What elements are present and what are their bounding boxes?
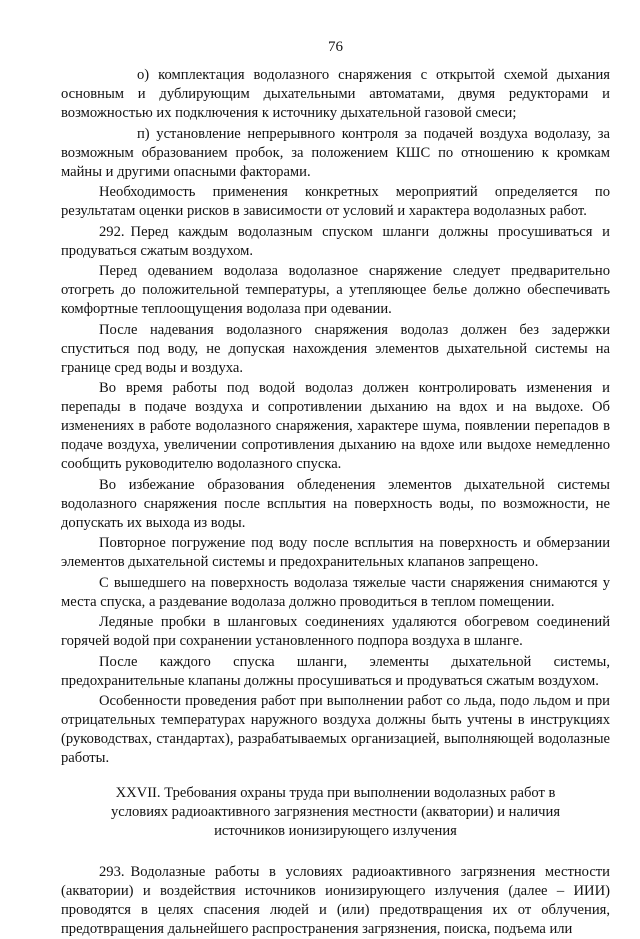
list-item-o <box>61 66 610 123</box>
paragraph: Повторное погружение под воду после всплытия на поверхность и обмерзании элементов дыхательной системы и предохранительных клапанов запрещено. <box>61 535 610 570</box>
clause-text: Перед каждым водолазным спуском шланги должны просушиваться и продуваться сжатым воздухом. <box>61 223 610 259</box>
list-item-text: комплектация водолазного снаряжения с открытой схемой дыхания основным и дублирующим дыхательными автоматами, двумя редукторами и возможностью их подключения к источнику дыхательной газовой смеси; <box>61 67 610 121</box>
paragraph: Особенности проведения работ при выполнении работ со льда, подо льдом и при отрицательных температурах наружного воздуха должны быть учтены в инструкциях (руководствах, стандартах), разрабатываемых организацией, выполняющей водолазные работы. <box>61 693 610 766</box>
list-item-marker: о) <box>137 67 150 83</box>
paragraph: С вышедшего на поверхность водолаза тяжелые части снаряжения снимаются у места спуска, а раздевание водолаза должно проводиться в теплом помещении. <box>61 574 610 610</box>
paragraph: После каждого спуска шланги, элементы дыхательной системы, предохранительные клапаны должны просушиваться и продуваться сжатым воздухом. <box>61 653 610 689</box>
paragraph-necessity: Необходимость применения конкретных мероприятий определяется по результатам оценки рисков в зависимости от условий и характера водолазных работ. <box>61 184 610 219</box>
section-heading-line: источников ионизирующего излучения <box>214 823 457 839</box>
clause-text: Водолазные работы в условиях радиоактивного загрязнения местности (акватории) и воздействия источников ионизирующего излучения (далее – ИИИ) проводятся в целях спасения людей и (или) предотвращения их от облучения, предотвращения дальнейшего распространения загрязнения, поиска, подъема или <box>61 864 610 937</box>
section-heading-line: условиях радиоактивного загрязнения местности (акватории) и наличия <box>110 804 561 820</box>
list-item-p <box>61 125 610 182</box>
list-item-text: установление непрерывного контроля за подачей воздуха водолазу, за возможным образованием пробок, за положением КШС по отношению к кромкам майны и другими опасными факторами. <box>61 125 611 180</box>
section-heading <box>69 784 602 841</box>
paragraph: Перед одеванием водолаза водолазное снаряжение следует предварительно отогреть до положительной температуры, а утепляющее белье должно обеспечивать комфортные теплоощущения водолаза при одевании. <box>61 263 610 317</box>
paragraph: Ледяные пробки в шланговых соединениях удаляются обогревом соединений горячей водой при сохранении установленного подпора воздуха в шланге. <box>61 614 610 649</box>
page-number: 76 <box>328 39 343 55</box>
section-heading-line: XXVII. Требования охраны труда при выполнении водолазных работ в <box>115 785 556 801</box>
clause-292 <box>61 223 610 261</box>
paragraph: После надевания водолазного снаряжения водолаз должен без задержки спуститься под воду, не допуская нахождения элементов дыхательной системы на границе сред воды и воздуха. <box>61 321 610 376</box>
paragraph: Во избежание образования обледенения элементов дыхательной системы водолазного снаряжения после всплытия на поверхность воды, по возможности, не допускать их выхода из воды. <box>61 476 610 531</box>
clause-number: 292. <box>99 223 125 240</box>
clause-293 <box>61 863 610 939</box>
clause-number: 293. <box>99 864 125 880</box>
paragraph: Во время работы под водой водолаз должен контролировать изменения и перепады в подаче воздуха и сопротивлении дыханию на вдох и на выдохе. Об изменениях в работе водолазного снаряжения, характере шума, появлении перепадов в подаче воздуха, увеличении сопротивления дыханию на вдохе или выдохе немедленно сообщить руководителю водолазного спуска. <box>61 380 610 472</box>
list-item-marker: п) <box>137 125 150 142</box>
